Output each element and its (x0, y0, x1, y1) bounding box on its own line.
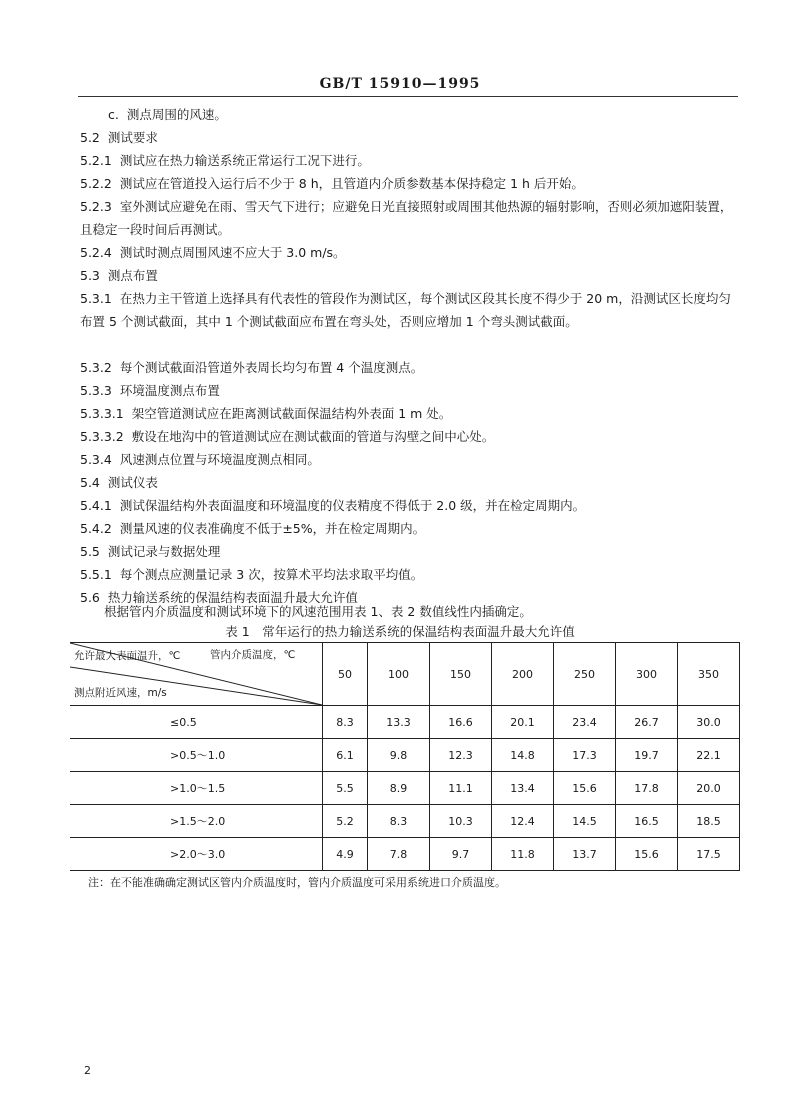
clause-5-3-1-text: 在热力主干管道上选择具有代表性的管段作为测试区，每个测试区段其长度不得少于 20 m，沿测试区长度均匀布置 5 个测试截面，其中 1 个测试截面应布置在弯头处，否则应增加 1 个弯头测试截面。 (80, 291, 731, 329)
col-header: 100 (367, 643, 429, 706)
temperature-rise-table (70, 642, 740, 871)
clause-5-2-3-text: 室外测试应避免在雨、雪天气下进行；应避免日光直接照射或周围其他热源的辐射影响，否则必须加遮阳装置，且稳定一段时间后再测试。 (80, 199, 733, 237)
table-cell: 12.3 (429, 739, 491, 772)
table-cell: 13.7 (553, 838, 615, 871)
clause-5-5-1-no: 5.5.1 (80, 567, 112, 582)
section-5-4-text: 测试仪表 (107, 475, 158, 490)
table-cell: 26.7 (615, 706, 677, 739)
section-5-5-text: 测试记录与数据处理 (107, 544, 221, 559)
clause-5-3-3-2-no: 5.3.3.2 (80, 429, 124, 444)
paragraph-5-6 (104, 600, 764, 623)
table-row (70, 772, 740, 805)
table-cell: 14.5 (553, 805, 615, 838)
clause-5-4-2-text: 测量风速的仪表准确度不低于±5%，并在检定周期内。 (119, 521, 426, 536)
table-row (70, 706, 740, 739)
clause-5-2-2-no: 5.2.2 (80, 176, 112, 191)
item-c-text: 测点周围的风速。 (126, 107, 227, 122)
section-5-2-no: 5.2 (80, 130, 100, 145)
clause-5-2-4-text: 测试时测点周围风速不应大于 3.0 m/s。 (119, 245, 346, 260)
clause-5-3-2-no: 5.3.2 (80, 360, 112, 375)
clause-5-3-1-no: 5.3.1 (80, 291, 112, 306)
table-cell: 30.0 (677, 706, 739, 739)
table-cell: 9.7 (429, 838, 491, 871)
table-cell: 13.3 (367, 706, 429, 739)
table-cell: 12.4 (491, 805, 553, 838)
table-cell: 17.3 (553, 739, 615, 772)
table-row (70, 739, 740, 772)
section-5-2-text: 测试要求 (107, 130, 158, 145)
clause-5-4-2 (80, 517, 740, 540)
table-cell: 22.1 (677, 739, 739, 772)
table-cell: 18.5 (677, 805, 739, 838)
table-cell: 8.9 (367, 772, 429, 805)
table-cell: 15.6 (615, 838, 677, 871)
page-number: 2 (84, 1064, 91, 1077)
section-5-5 (80, 540, 740, 563)
clause-5-4-1-text: 测试保温结构外表面温度和环境温度的仪表精度不得低于 2.0 级，并在检定周期内。 (119, 498, 586, 513)
col-header: 150 (429, 643, 491, 706)
clause-5-3-3-no: 5.3.3 (80, 383, 112, 398)
section-5-4-no: 5.4 (80, 475, 100, 490)
table-header-row (70, 643, 740, 706)
section-5-4 (80, 471, 740, 494)
clause-5-3-3-1 (80, 402, 740, 425)
row-label: ≤0.5 (70, 706, 323, 739)
table-cell: 23.4 (553, 706, 615, 739)
clause-5-3-3-2-text: 敷设在地沟中的管道测试应在测试截面的管道与沟壁之间中心处。 (131, 429, 495, 444)
clause-5-2-1-text: 测试应在热力输送系统正常运行工况下进行。 (119, 153, 370, 168)
paragraph-5-6-text: 根据管内介质温度和测试环境下的风速范围用表 1、表 2 数值线性内插确定。 (104, 604, 532, 619)
table-caption: 表 1 常年运行的热力输送系统的保温结构表面温升最大允许值 (225, 624, 575, 639)
col-header: 50 (323, 643, 368, 706)
table-cell: 13.4 (491, 772, 553, 805)
diag-label-wind-speed: 测点附近风速，m/s (74, 687, 167, 699)
table-cell: 10.3 (429, 805, 491, 838)
table-cell: 14.8 (491, 739, 553, 772)
table-cell: 11.1 (429, 772, 491, 805)
table-cell: 5.5 (323, 772, 368, 805)
clause-5-3-3-1-text: 架空管道测试应在距离测试截面保温结构外表面 1 m 处。 (131, 406, 452, 421)
table-cell: 9.8 (367, 739, 429, 772)
table-note: 注：在不能准确确定测试区管内介质温度时，管内介质温度可采用系统进口介质温度。 (88, 876, 506, 889)
standard-code-header: GB/T 15910—1995 (319, 76, 481, 92)
clause-5-3-4-no: 5.3.4 (80, 452, 112, 467)
table-cell: 7.8 (367, 838, 429, 871)
clause-5-4-1-no: 5.4.1 (80, 498, 112, 513)
clause-5-2-2 (80, 172, 740, 195)
clause-5-2-4-no: 5.2.4 (80, 245, 112, 260)
col-header: 300 (615, 643, 677, 706)
clause-5-2-1 (80, 149, 740, 172)
row-label: >2.0～3.0 (70, 838, 323, 871)
row-label: >0.5～1.0 (70, 739, 323, 772)
clause-5-3-3-2 (80, 425, 740, 448)
item-c-no: c. (108, 107, 119, 122)
table-cell: 17.5 (677, 838, 739, 871)
table-row (70, 805, 740, 838)
section-5-6-text: 热力输送系统的保温结构表面温升最大允许值 (107, 590, 358, 605)
row-label: >1.0～1.5 (70, 772, 323, 805)
clause-5-3-4 (80, 448, 740, 471)
diag-label-surface-rise: 允许最大表面温升，℃ (74, 650, 181, 662)
clause-5-3-2-text: 每个测试截面沿管道外表周长均匀布置 4 个温度测点。 (119, 360, 424, 375)
clause-5-5-1-text: 每个测点应测量记录 3 次，按算术平均法求取平均值。 (119, 567, 424, 582)
clause-5-2-3-no: 5.2.3 (80, 199, 112, 214)
item-c (108, 103, 768, 126)
table-cell: 16.6 (429, 706, 491, 739)
section-5-5-no: 5.5 (80, 544, 100, 559)
table-cell: 15.6 (553, 772, 615, 805)
clause-5-3-3-1-no: 5.3.3.1 (80, 406, 124, 421)
table-cell: 4.9 (323, 838, 368, 871)
table-cell: 20.1 (491, 706, 553, 739)
clause-5-3-2 (80, 356, 740, 379)
clause-5-2-2-text: 测试应在管道投入运行后不少于 8 h，且管道内介质参数基本保持稳定 1 h 后开始。 (119, 176, 584, 191)
diag-label-medium-temp: 管内介质温度，℃ (210, 649, 296, 661)
table-cell: 6.1 (323, 739, 368, 772)
clause-5-3-3-text: 环境温度测点布置 (119, 383, 220, 398)
clause-5-3-3 (80, 379, 740, 402)
clause-5-2-3 (80, 195, 740, 241)
col-header: 350 (677, 643, 739, 706)
table-cell: 17.8 (615, 772, 677, 805)
col-header: 250 (553, 643, 615, 706)
table-cell: 19.7 (615, 739, 677, 772)
table-cell: 11.8 (491, 838, 553, 871)
section-5-2 (80, 126, 740, 149)
clause-5-3-4-text: 风速测点位置与环境温度测点相同。 (119, 452, 320, 467)
diagonal-header-cell (70, 643, 323, 706)
clause-5-2-1-no: 5.2.1 (80, 153, 112, 168)
table-cell: 20.0 (677, 772, 739, 805)
clause-5-4-2-no: 5.4.2 (80, 521, 112, 536)
section-5-3-no: 5.3 (80, 268, 100, 283)
section-5-3 (80, 264, 740, 287)
table-cell: 8.3 (323, 706, 368, 739)
clause-5-5-1 (80, 563, 740, 586)
section-5-3-text: 测点布置 (107, 268, 158, 283)
table-cell: 5.2 (323, 805, 368, 838)
row-label: >1.5～2.0 (70, 805, 323, 838)
col-header: 200 (491, 643, 553, 706)
clause-5-2-4 (80, 241, 740, 264)
table-row (70, 838, 740, 871)
header-rule (78, 96, 738, 97)
table-cell: 8.3 (367, 805, 429, 838)
clause-5-3-1 (80, 287, 740, 333)
clause-5-4-1 (80, 494, 740, 517)
section-5-6-no: 5.6 (80, 590, 100, 605)
table-cell: 16.5 (615, 805, 677, 838)
